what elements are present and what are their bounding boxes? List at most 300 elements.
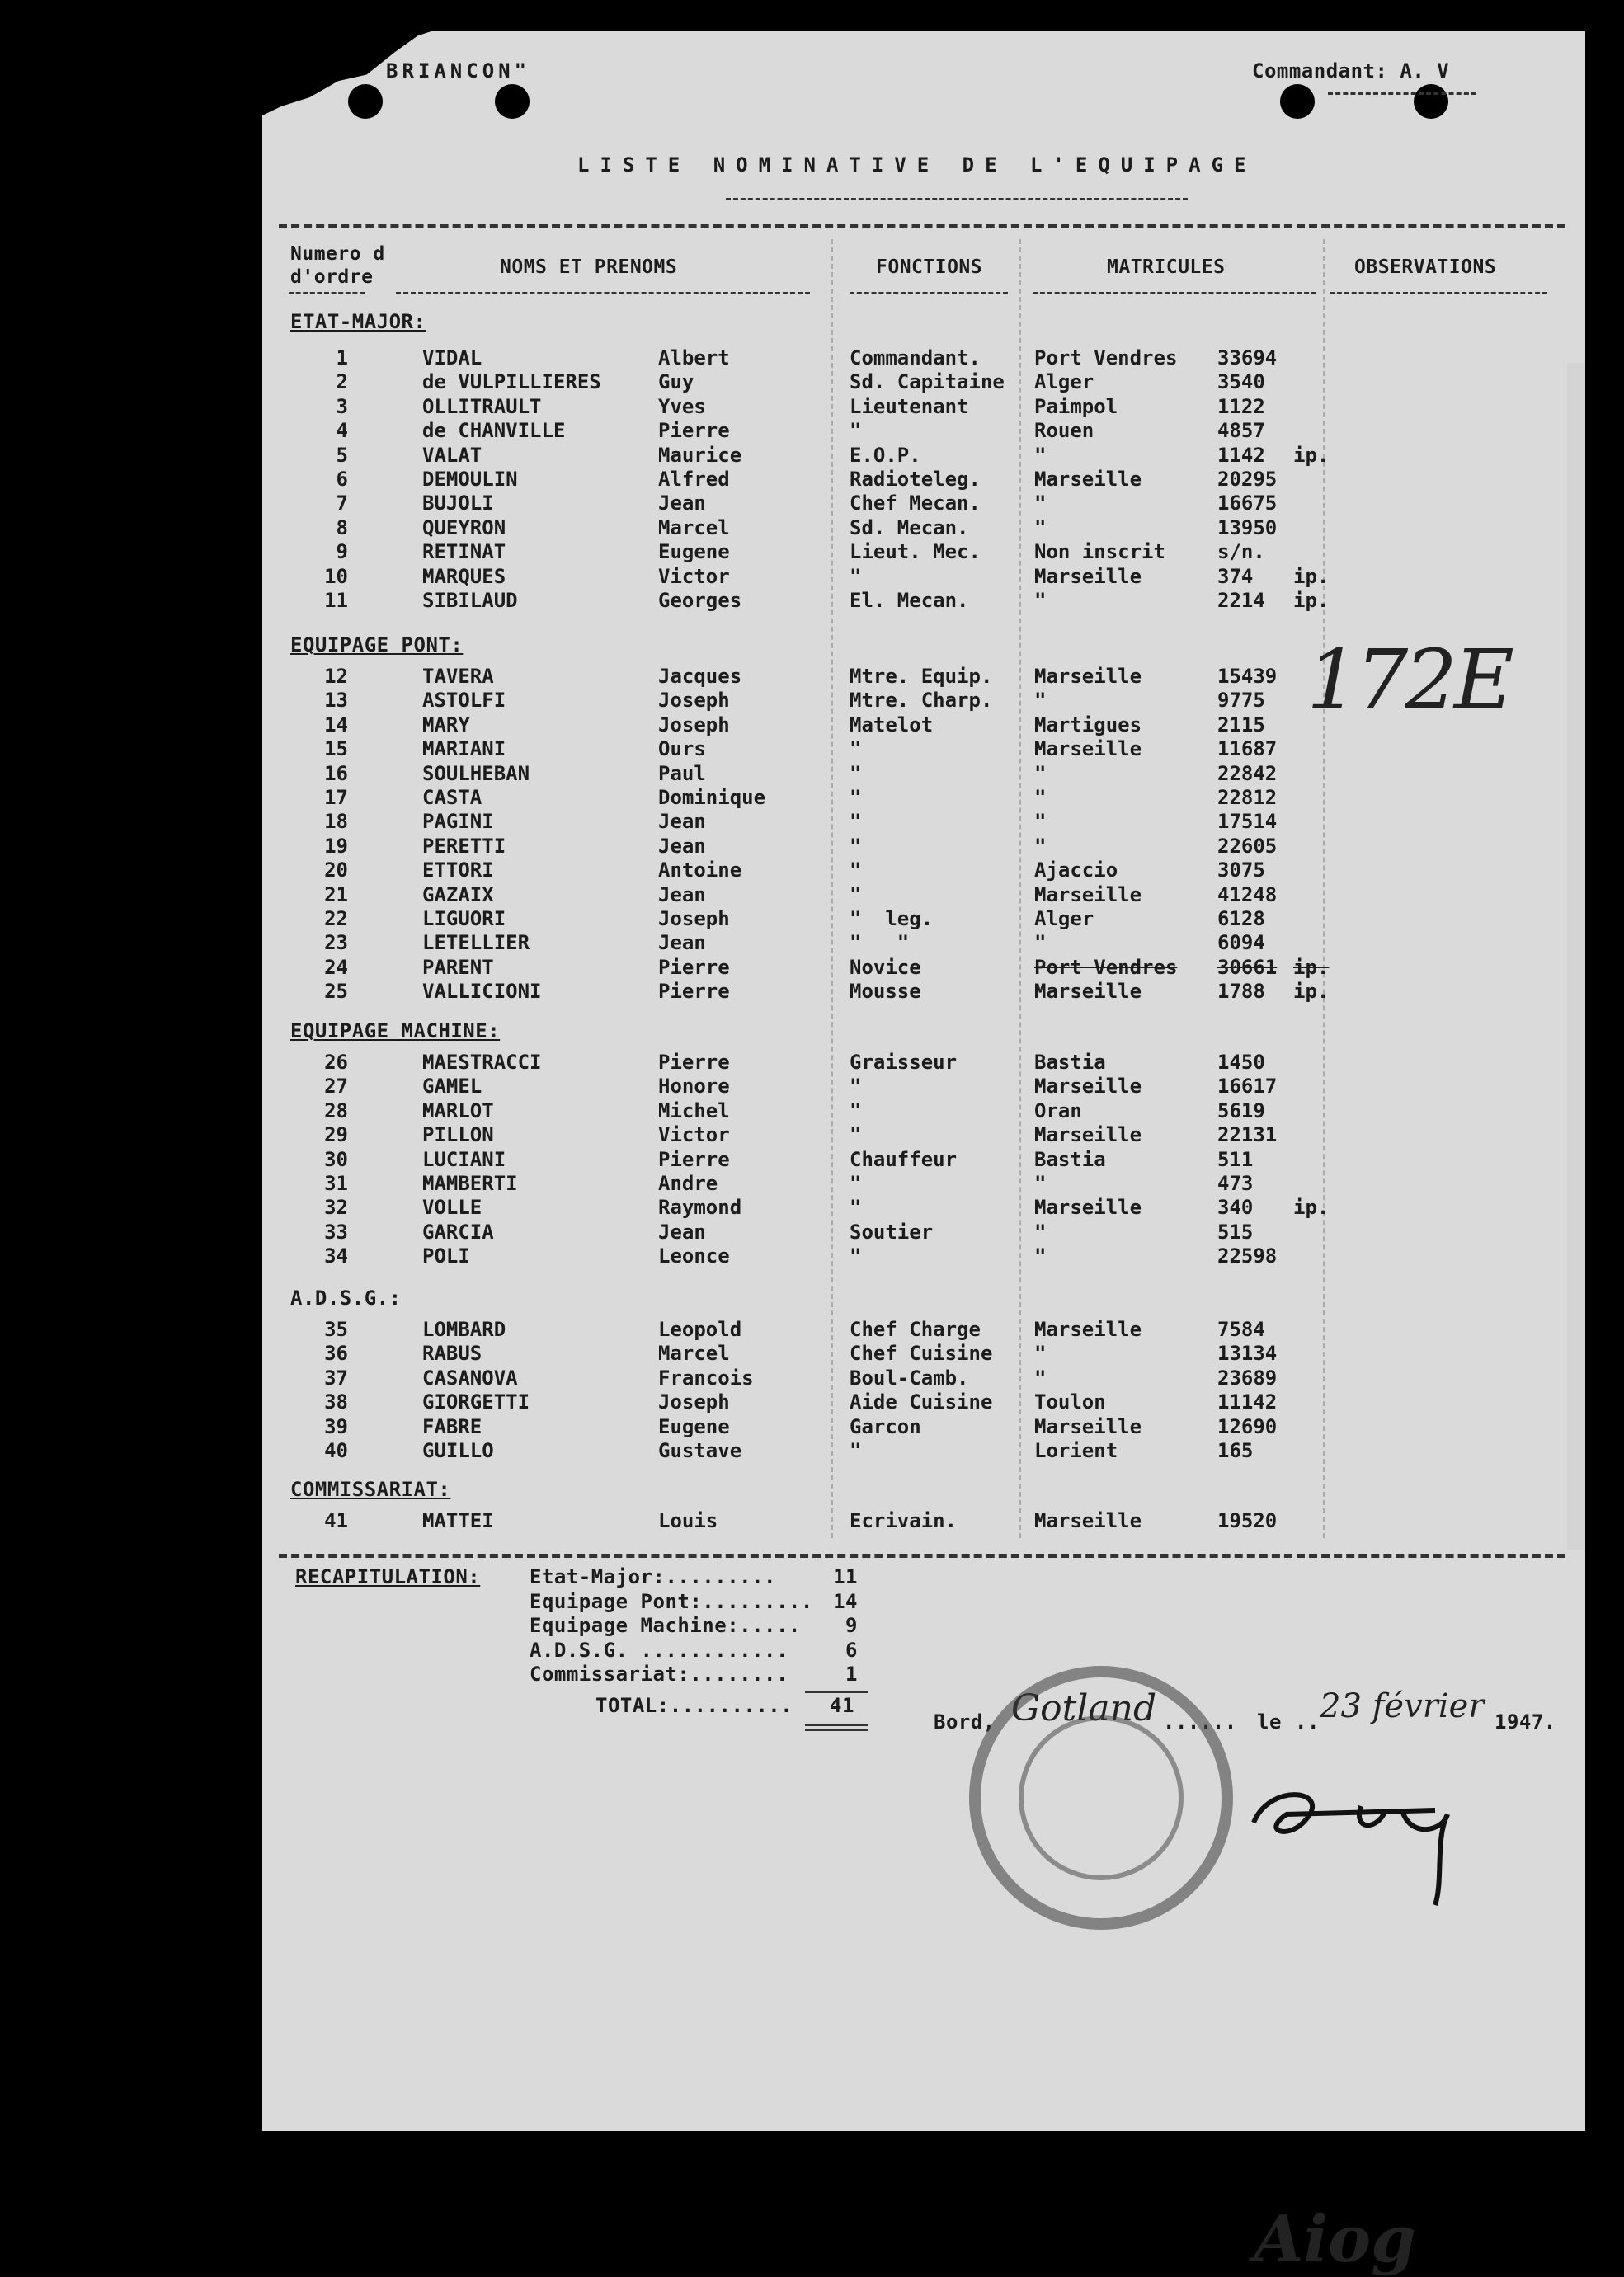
- row-surname: BUJOLI: [422, 492, 494, 515]
- row-surname: MARIANI: [422, 737, 506, 761]
- row-function: ": [850, 1196, 862, 1220]
- row-matricule: 30661: [1217, 955, 1278, 979]
- row-surname: GUILLO: [422, 1439, 494, 1462]
- row-observation: ip.: [1293, 564, 1330, 588]
- row-number: 9: [336, 540, 348, 564]
- row-function: ": [850, 786, 862, 809]
- row-origin: ": [1034, 1172, 1047, 1195]
- table-top-rule: [279, 224, 1565, 228]
- recap-line-value: 9: [845, 1614, 858, 1637]
- row-origin: Bastia: [1034, 1051, 1106, 1074]
- row-function: Sd. Mecan.: [850, 515, 969, 539]
- row-firstname: Jean: [658, 931, 706, 955]
- row-number: 40: [324, 1439, 348, 1462]
- row-number: 29: [324, 1123, 348, 1147]
- row-origin: Marseille: [1034, 564, 1142, 588]
- row-surname: SIBILAUD: [422, 589, 518, 612]
- row-matricule: 511: [1217, 1147, 1254, 1171]
- row-firstname: Maurice: [658, 443, 742, 467]
- row-firstname: Leonce: [658, 1244, 730, 1268]
- row-function: Novice: [850, 955, 921, 979]
- row-function: ": [850, 1075, 862, 1099]
- row-matricule: 23689: [1217, 1366, 1278, 1390]
- row-origin: Marseille: [1034, 980, 1142, 1004]
- row-number: 28: [324, 1099, 348, 1122]
- row-surname: LUCIANI: [422, 1147, 506, 1171]
- row-number: 8: [336, 515, 348, 539]
- row-firstname: Jean: [658, 810, 706, 834]
- row-function: Chef Mecan.: [850, 492, 981, 515]
- row-surname: GAZAIX: [422, 882, 494, 906]
- header-rule: [850, 292, 1008, 294]
- row-function: Aide Cuisine: [850, 1390, 993, 1414]
- row-function: Garcon: [850, 1414, 921, 1438]
- row-surname: ETTORI: [422, 859, 494, 882]
- row-surname: DEMOULIN: [422, 468, 518, 491]
- row-firstname: Gustave: [658, 1439, 742, 1462]
- row-surname: FABRE: [422, 1414, 482, 1438]
- row-matricule: 1142: [1217, 443, 1265, 467]
- bord-label: Bord,: [934, 1710, 996, 1734]
- recap-total-value: 41: [830, 1694, 854, 1717]
- row-number: 13: [324, 689, 348, 713]
- col-noms: NOMS ET PRENOMS: [500, 256, 678, 278]
- row-matricule: 22598: [1217, 1244, 1278, 1268]
- row-function: Mousse: [850, 980, 921, 1004]
- row-number: 34: [324, 1244, 348, 1268]
- row-matricule: 13134: [1217, 1342, 1278, 1366]
- row-number: 20: [324, 859, 348, 882]
- row-firstname: Marcel: [658, 1342, 730, 1366]
- punch-hole: [348, 84, 383, 119]
- recap-line-value: 1: [845, 1663, 858, 1686]
- recap-line-value: 11: [833, 1565, 858, 1588]
- row-observation: ip.: [1293, 589, 1330, 612]
- row-origin: Marseille: [1034, 468, 1142, 491]
- row-function: Chef Cuisine: [850, 1342, 993, 1366]
- row-firstname: Jean: [658, 834, 706, 858]
- row-function: " leg.: [850, 907, 934, 930]
- row-matricule: 13950: [1217, 515, 1278, 539]
- header-rule: [1330, 292, 1547, 294]
- table-bottom-rule: [279, 1554, 1565, 1558]
- row-matricule: 6128: [1217, 907, 1265, 930]
- row-function: El. Mecan.: [850, 589, 969, 612]
- row-origin: Marseille: [1034, 1196, 1142, 1220]
- row-origin: ": [1034, 761, 1047, 785]
- row-number: 6: [336, 468, 348, 491]
- paper-edge: [1567, 363, 1585, 1550]
- row-surname: PERETTI: [422, 834, 506, 858]
- row-firstname: Pierre: [658, 419, 730, 443]
- recap-line-label: Equipage Machine:.....: [530, 1614, 801, 1637]
- row-firstname: Jean: [658, 492, 706, 515]
- row-observation: ip.: [1293, 443, 1330, 467]
- row-surname: VALAT: [422, 443, 482, 467]
- row-surname: GAMEL: [422, 1075, 482, 1099]
- column-divider: [1323, 239, 1325, 1538]
- row-number: 32: [324, 1196, 348, 1220]
- row-firstname: Andre: [658, 1172, 718, 1195]
- page-title: LISTE NOMINATIVE DE L'EQUIPAGE: [577, 153, 1257, 176]
- row-function: ": [850, 1123, 862, 1147]
- row-number: 18: [324, 810, 348, 834]
- row-firstname: Jacques: [658, 665, 742, 688]
- handwritten-date: 23 février: [1320, 1687, 1485, 1725]
- row-firstname: Georges: [658, 589, 742, 612]
- row-origin: Port Vendres: [1034, 955, 1178, 979]
- header-rule: [396, 292, 810, 294]
- row-function: ": [850, 882, 862, 906]
- total-rule: [805, 1724, 868, 1726]
- row-matricule: 7584: [1217, 1318, 1265, 1341]
- row-firstname: Jean: [658, 882, 706, 906]
- row-surname: SOULHEBAN: [422, 761, 530, 785]
- title-underline: [726, 198, 1188, 200]
- row-matricule: 15439: [1217, 665, 1278, 688]
- row-number: 1: [336, 346, 348, 369]
- recap-line-value: 14: [833, 1589, 858, 1613]
- row-surname: MARLOT: [422, 1099, 494, 1122]
- row-surname: OLLITRAULT: [422, 394, 542, 418]
- row-matricule: 3075: [1217, 859, 1265, 882]
- row-origin: ": [1034, 515, 1047, 539]
- row-firstname: Albert: [658, 346, 730, 369]
- row-origin: Ajaccio: [1034, 859, 1118, 882]
- row-function: Soutier: [850, 1220, 934, 1244]
- row-function: Matelot: [850, 713, 934, 736]
- column-divider: [831, 239, 833, 1538]
- row-number: 5: [336, 443, 348, 467]
- col-observations: OBSERVATIONS: [1354, 256, 1497, 278]
- row-matricule: 473: [1217, 1172, 1254, 1195]
- row-matricule: 9775: [1217, 689, 1265, 713]
- row-function: Mtre. Charp.: [850, 689, 993, 713]
- row-observation: ip.: [1293, 955, 1330, 979]
- row-function: Radioteleg.: [850, 468, 981, 491]
- row-surname: PILLON: [422, 1123, 494, 1147]
- row-origin: Marseille: [1034, 1509, 1142, 1532]
- signature-stroke: [1237, 1765, 1485, 1913]
- commandant-label: Commandant: A. V: [1252, 59, 1450, 82]
- row-number: 17: [324, 786, 348, 809]
- row-surname: RABUS: [422, 1342, 482, 1366]
- row-firstname: Alfred: [658, 468, 730, 491]
- row-number: 3: [336, 394, 348, 418]
- row-firstname: Victor: [658, 1123, 730, 1147]
- row-matricule: 4857: [1217, 419, 1265, 443]
- row-function: ": [850, 419, 862, 443]
- row-surname: VOLLE: [422, 1196, 482, 1220]
- recap-total-label: TOTAL:..........: [595, 1694, 793, 1717]
- recap-label: RECAPITULATION:: [295, 1565, 481, 1588]
- row-matricule: 1122: [1217, 394, 1265, 418]
- row-origin: Marseille: [1034, 665, 1142, 688]
- row-surname: ASTOLFI: [422, 689, 506, 713]
- row-origin: Oran: [1034, 1099, 1082, 1122]
- section-label: A.D.S.G.:: [290, 1287, 402, 1310]
- row-origin: Lorient: [1034, 1439, 1118, 1462]
- row-number: 38: [324, 1390, 348, 1414]
- row-firstname: Jean: [658, 1220, 706, 1244]
- row-matricule: 16675: [1217, 492, 1278, 515]
- row-surname: MAMBERTI: [422, 1172, 518, 1195]
- row-firstname: Dominique: [658, 786, 766, 809]
- row-firstname: Pierre: [658, 1051, 730, 1074]
- row-number: 19: [324, 834, 348, 858]
- row-function: ": [850, 1244, 862, 1268]
- row-firstname: Eugene: [658, 540, 730, 564]
- row-firstname: Yves: [658, 394, 706, 418]
- header-rule: [289, 292, 365, 294]
- punch-hole: [1280, 84, 1315, 119]
- row-matricule: 33694: [1217, 346, 1278, 369]
- place-dots: ......: [1163, 1710, 1237, 1734]
- row-origin: Marseille: [1034, 1075, 1142, 1099]
- row-number: 12: [324, 665, 348, 688]
- row-firstname: Pierre: [658, 955, 730, 979]
- row-number: 15: [324, 737, 348, 761]
- row-function: ": [850, 859, 862, 882]
- row-surname: PARENT: [422, 955, 494, 979]
- row-function: Boul-Camb.: [850, 1366, 969, 1390]
- row-matricule: 340: [1217, 1196, 1254, 1220]
- row-firstname: Guy: [658, 370, 694, 394]
- row-firstname: Raymond: [658, 1196, 742, 1220]
- row-firstname: Honore: [658, 1075, 730, 1099]
- row-matricule: 20295: [1217, 468, 1278, 491]
- row-origin: Alger: [1034, 907, 1094, 930]
- row-number: 35: [324, 1318, 348, 1341]
- row-origin: ": [1034, 492, 1047, 515]
- row-function: " ": [850, 931, 910, 955]
- row-matricule: 22131: [1217, 1123, 1278, 1147]
- row-function: Lieut. Mec.: [850, 540, 981, 564]
- row-function: Mtre. Equip.: [850, 665, 993, 688]
- row-firstname: Joseph: [658, 1390, 730, 1414]
- row-surname: RETINAT: [422, 540, 506, 564]
- row-origin: Marseille: [1034, 1318, 1142, 1341]
- row-origin: ": [1034, 443, 1047, 467]
- row-firstname: Leopold: [658, 1318, 742, 1341]
- row-number: 22: [324, 907, 348, 930]
- row-origin: Alger: [1034, 370, 1094, 394]
- row-origin: Marseille: [1034, 737, 1142, 761]
- recap-line-label: A.D.S.G. ............: [530, 1638, 788, 1662]
- row-matricule: 11687: [1217, 737, 1278, 761]
- year: 1947.: [1495, 1710, 1556, 1734]
- row-matricule: 11142: [1217, 1390, 1278, 1414]
- signature: Aiog: [1254, 2202, 1416, 2277]
- row-surname: MATTEI: [422, 1509, 494, 1532]
- row-function: E.O.P.: [850, 443, 921, 467]
- row-origin: ": [1034, 810, 1047, 834]
- column-divider: [1019, 239, 1021, 1538]
- recap-line-label: Etat-Major:.........: [530, 1565, 776, 1588]
- row-matricule: 22605: [1217, 834, 1278, 858]
- row-origin: Toulon: [1034, 1390, 1106, 1414]
- recap-line-label: Commissariat:........: [530, 1663, 788, 1686]
- row-origin: ": [1034, 786, 1047, 809]
- row-surname: PAGINI: [422, 810, 494, 834]
- total-rule: [805, 1729, 868, 1731]
- section-label: EQUIPAGE MACHINE:: [290, 1019, 501, 1042]
- row-origin: Martigues: [1034, 713, 1142, 736]
- row-number: 11: [324, 589, 348, 612]
- row-surname: VALLICIONI: [422, 980, 542, 1004]
- handwritten-annotation: 172E: [1306, 632, 1511, 728]
- row-matricule: 41248: [1217, 882, 1278, 906]
- row-surname: MAESTRACCI: [422, 1051, 542, 1074]
- row-number: 10: [324, 564, 348, 588]
- row-origin: Marseille: [1034, 1414, 1142, 1438]
- section-label: ETAT-MAJOR:: [290, 310, 426, 333]
- row-matricule: 22812: [1217, 786, 1278, 809]
- row-number: 31: [324, 1172, 348, 1195]
- col-numero: Numero d d'ordre: [290, 243, 385, 288]
- row-number: 14: [324, 713, 348, 736]
- row-number: 4: [336, 419, 348, 443]
- row-surname: POLI: [422, 1244, 470, 1268]
- row-surname: CASANOVA: [422, 1366, 518, 1390]
- row-surname: GARCIA: [422, 1220, 494, 1244]
- row-matricule: 17514: [1217, 810, 1278, 834]
- row-function: ": [850, 1439, 862, 1462]
- row-function: ": [850, 761, 862, 785]
- row-origin: Non inscrit: [1034, 540, 1165, 564]
- row-matricule: 374: [1217, 564, 1254, 588]
- date-dots: ..: [1295, 1710, 1320, 1734]
- row-origin: ": [1034, 1342, 1047, 1366]
- row-firstname: Pierre: [658, 1147, 730, 1171]
- recap-line-label: Equipage Pont:.........: [530, 1589, 813, 1613]
- row-observation: ip.: [1293, 1196, 1330, 1220]
- row-function: Chef Charge: [850, 1318, 981, 1341]
- row-number: 33: [324, 1220, 348, 1244]
- row-number: 26: [324, 1051, 348, 1074]
- row-function: ": [850, 564, 862, 588]
- row-number: 2: [336, 370, 348, 394]
- row-firstname: Pierre: [658, 980, 730, 1004]
- row-number: 24: [324, 955, 348, 979]
- row-function: ": [850, 737, 862, 761]
- col-matricules: MATRICULES: [1107, 256, 1226, 278]
- row-function: ": [850, 834, 862, 858]
- row-surname: TAVERA: [422, 665, 494, 688]
- row-function: Chauffeur: [850, 1147, 958, 1171]
- col-fonctions: FONCTIONS: [876, 256, 983, 278]
- row-matricule: 1450: [1217, 1051, 1265, 1074]
- le-label: le: [1257, 1710, 1282, 1734]
- row-function: ": [850, 1099, 862, 1122]
- row-firstname: Michel: [658, 1099, 730, 1122]
- row-surname: de VULPILLIERES: [422, 370, 601, 394]
- row-matricule: 16617: [1217, 1075, 1278, 1099]
- row-surname: VIDAL: [422, 346, 482, 369]
- row-number: 39: [324, 1414, 348, 1438]
- section-label: EQUIPAGE PONT:: [290, 633, 464, 656]
- row-origin: ": [1034, 834, 1047, 858]
- row-matricule: 5619: [1217, 1099, 1265, 1122]
- row-origin: Rouen: [1034, 419, 1094, 443]
- row-surname: LETELLIER: [422, 931, 530, 955]
- handwritten-place: Gotland: [1011, 1687, 1157, 1729]
- row-surname: LOMBARD: [422, 1318, 506, 1341]
- row-function: Sd. Capitaine: [850, 370, 1005, 394]
- row-matricule: 2214: [1217, 589, 1265, 612]
- row-firstname: Victor: [658, 564, 730, 588]
- row-firstname: Joseph: [658, 713, 730, 736]
- row-origin: Port Vendres: [1034, 346, 1178, 369]
- row-function: Lieutenant: [850, 394, 969, 418]
- row-number: 37: [324, 1366, 348, 1390]
- row-firstname: Louis: [658, 1509, 718, 1532]
- row-surname: de CHANVILLE: [422, 419, 566, 443]
- recap-line-value: 6: [845, 1638, 858, 1662]
- row-surname: LIGUORI: [422, 907, 506, 930]
- row-matricule: 515: [1217, 1220, 1254, 1244]
- row-firstname: Ours: [658, 737, 706, 761]
- row-origin: ": [1034, 1220, 1047, 1244]
- row-number: 7: [336, 492, 348, 515]
- row-origin: ": [1034, 689, 1047, 713]
- row-function: ": [850, 1172, 862, 1195]
- row-origin: ": [1034, 1366, 1047, 1390]
- row-function: Ecrivain.: [850, 1509, 958, 1532]
- row-function: Graisseur: [850, 1051, 958, 1074]
- row-number: 27: [324, 1075, 348, 1099]
- row-surname: MARY: [422, 713, 470, 736]
- row-matricule: 1788: [1217, 980, 1265, 1004]
- row-matricule: 22842: [1217, 761, 1278, 785]
- row-firstname: Francois: [658, 1366, 754, 1390]
- row-firstname: Paul: [658, 761, 706, 785]
- row-origin: ": [1034, 1244, 1047, 1268]
- row-number: 30: [324, 1147, 348, 1171]
- row-surname: GIORGETTI: [422, 1390, 530, 1414]
- row-origin: Marseille: [1034, 882, 1142, 906]
- row-surname: CASTA: [422, 786, 482, 809]
- section-label: COMMISSARIAT:: [290, 1478, 451, 1501]
- row-origin: Paimpol: [1034, 394, 1118, 418]
- row-matricule: 6094: [1217, 931, 1265, 955]
- row-matricule: 165: [1217, 1439, 1254, 1462]
- row-number: 36: [324, 1342, 348, 1366]
- row-matricule: s/n.: [1217, 540, 1265, 564]
- row-origin: ": [1034, 931, 1047, 955]
- row-number: 16: [324, 761, 348, 785]
- row-origin: Marseille: [1034, 1123, 1142, 1147]
- row-matricule: 19520: [1217, 1509, 1278, 1532]
- row-number: 21: [324, 882, 348, 906]
- row-function: Commandant.: [850, 346, 981, 369]
- row-matricule: 12690: [1217, 1414, 1278, 1438]
- punch-hole: [1414, 84, 1448, 119]
- row-surname: QUEYRON: [422, 515, 506, 539]
- row-surname: MARQUES: [422, 564, 506, 588]
- row-firstname: Antoine: [658, 859, 742, 882]
- row-origin: ": [1034, 589, 1047, 612]
- official-stamp-inner: [1019, 1715, 1184, 1880]
- punch-hole: [495, 84, 530, 119]
- row-firstname: Marcel: [658, 515, 730, 539]
- header-rule: [1328, 92, 1476, 95]
- row-number: 23: [324, 931, 348, 955]
- total-rule: [805, 1691, 868, 1693]
- row-number: 41: [324, 1509, 348, 1532]
- row-observation: ip.: [1293, 980, 1330, 1004]
- row-matricule: 2115: [1217, 713, 1265, 736]
